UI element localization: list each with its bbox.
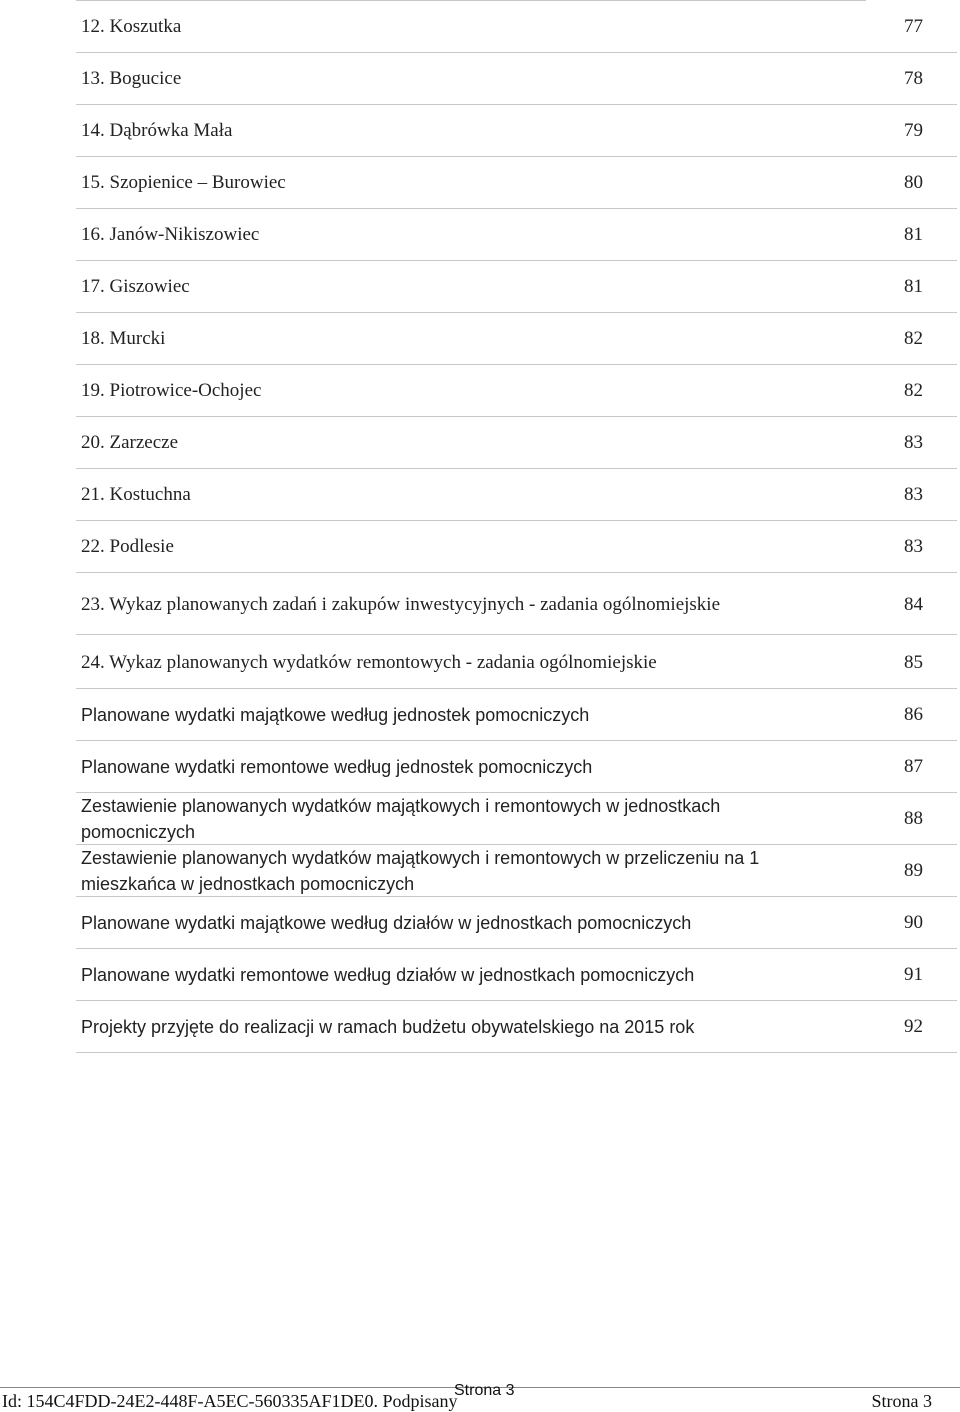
toc-row [76,1001,957,1053]
toc-entry-label: 19. Piotrowice-Ochojec [81,380,262,401]
toc-entry-label: 14. Dąbrówka Mała [81,120,233,141]
toc-row [76,209,957,261]
toc-entry-label: 22. Podlesie [81,536,174,557]
page-number-right: Strona 3 [871,1391,932,1411]
toc-entry-page: 84 [904,594,923,615]
toc-row [76,793,957,845]
toc-entry-page: 83 [904,432,923,453]
toc-entry-page: 78 [904,68,923,89]
toc-entry-page: 91 [904,964,923,985]
toc-row [76,313,957,365]
toc-entry-page: 82 [904,380,923,401]
toc-entry-label: 24. Wykaz planowanych wydatków remontowych - zadania ogólnomiejskie [81,652,657,673]
toc-entry-label: 15. Szopienice – Burowiec [81,172,286,193]
toc-entry-label: 21. Kostuchna [81,484,191,505]
toc-entry-label: 18. Murcki [81,328,166,349]
toc-entry-page: 77 [904,16,923,37]
toc-entry-label: Planowane wydatki majątkowe według działów w jednostkach pomocniczych [81,913,692,933]
toc-row [76,741,957,793]
toc-entry-page: 92 [904,1016,923,1037]
toc-row [76,689,957,741]
toc-entry-page: 90 [904,912,923,933]
toc-entry-page: 80 [904,172,923,193]
toc-entry-label: 23. Wykaz planowanych zadań i zakupów inwestycyjnych - zadania ogólnomiejskie [81,594,721,615]
toc-entry-page: 86 [904,704,923,725]
toc-row [76,53,957,105]
toc-entry-label: Projekty przyjęte do realizacji w ramach budżetu obywatelskiego na 2015 rok [81,1017,695,1037]
toc-entry-label: 13. Bogucice [81,68,182,89]
toc-entry-page: 83 [904,484,923,505]
toc-entry-page: 83 [904,536,923,557]
toc-entry-page: 81 [904,276,923,297]
toc-entry-label: 16. Janów-Nikiszowiec [81,224,260,245]
toc-row [76,949,957,1001]
toc-entry-page: 79 [904,120,923,141]
toc-entry-page: 81 [904,224,923,245]
toc-row [76,469,957,521]
toc-row [76,261,957,313]
toc-row [76,1,957,53]
toc-entry-label: 12. Koszutka [81,16,182,37]
toc-row [76,897,957,949]
toc-row [76,365,957,417]
page-footer [0,1382,960,1412]
page-number-center: Strona 3 [454,1382,515,1399]
toc-entry-label: Planowane wydatki remontowe według działów w jednostkach pomocniczych [81,965,695,985]
toc-row [76,573,957,635]
toc-row [76,845,957,897]
toc-entry-page: 89 [904,860,923,881]
toc-entry-label: Planowane wydatki majątkowe według jednostek pomocniczych [81,705,590,725]
toc-entry-page: 85 [904,652,923,673]
toc-entry-label: Zestawienie planowanych wydatków majątkowych i remontowych w jednostkach pomocniczych [81,796,721,842]
toc-entry-label: 17. Giszowiec [81,276,190,297]
toc-entry-label: Zestawienie planowanych wydatków majątkowych i remontowych w przeliczeniu na 1 mieszkańca w jednostkach pomocniczych [81,848,760,894]
toc-entry-label: Planowane wydatki remontowe według jednostek pomocniczych [81,757,593,777]
toc-row [76,105,957,157]
toc-row [76,521,957,573]
toc-row [76,417,957,469]
toc-entry-page: 88 [904,808,923,829]
toc-entry-label: 20. Zarzecze [81,432,179,453]
toc-row [76,157,957,209]
toc-entry-page: 87 [904,756,923,777]
document-id: Id: 154C4FDD-24E2-448F-A5EC-560335AF1DE0. Podpisany [2,1391,458,1411]
toc-row [76,635,957,689]
toc-entry-page: 82 [904,328,923,349]
